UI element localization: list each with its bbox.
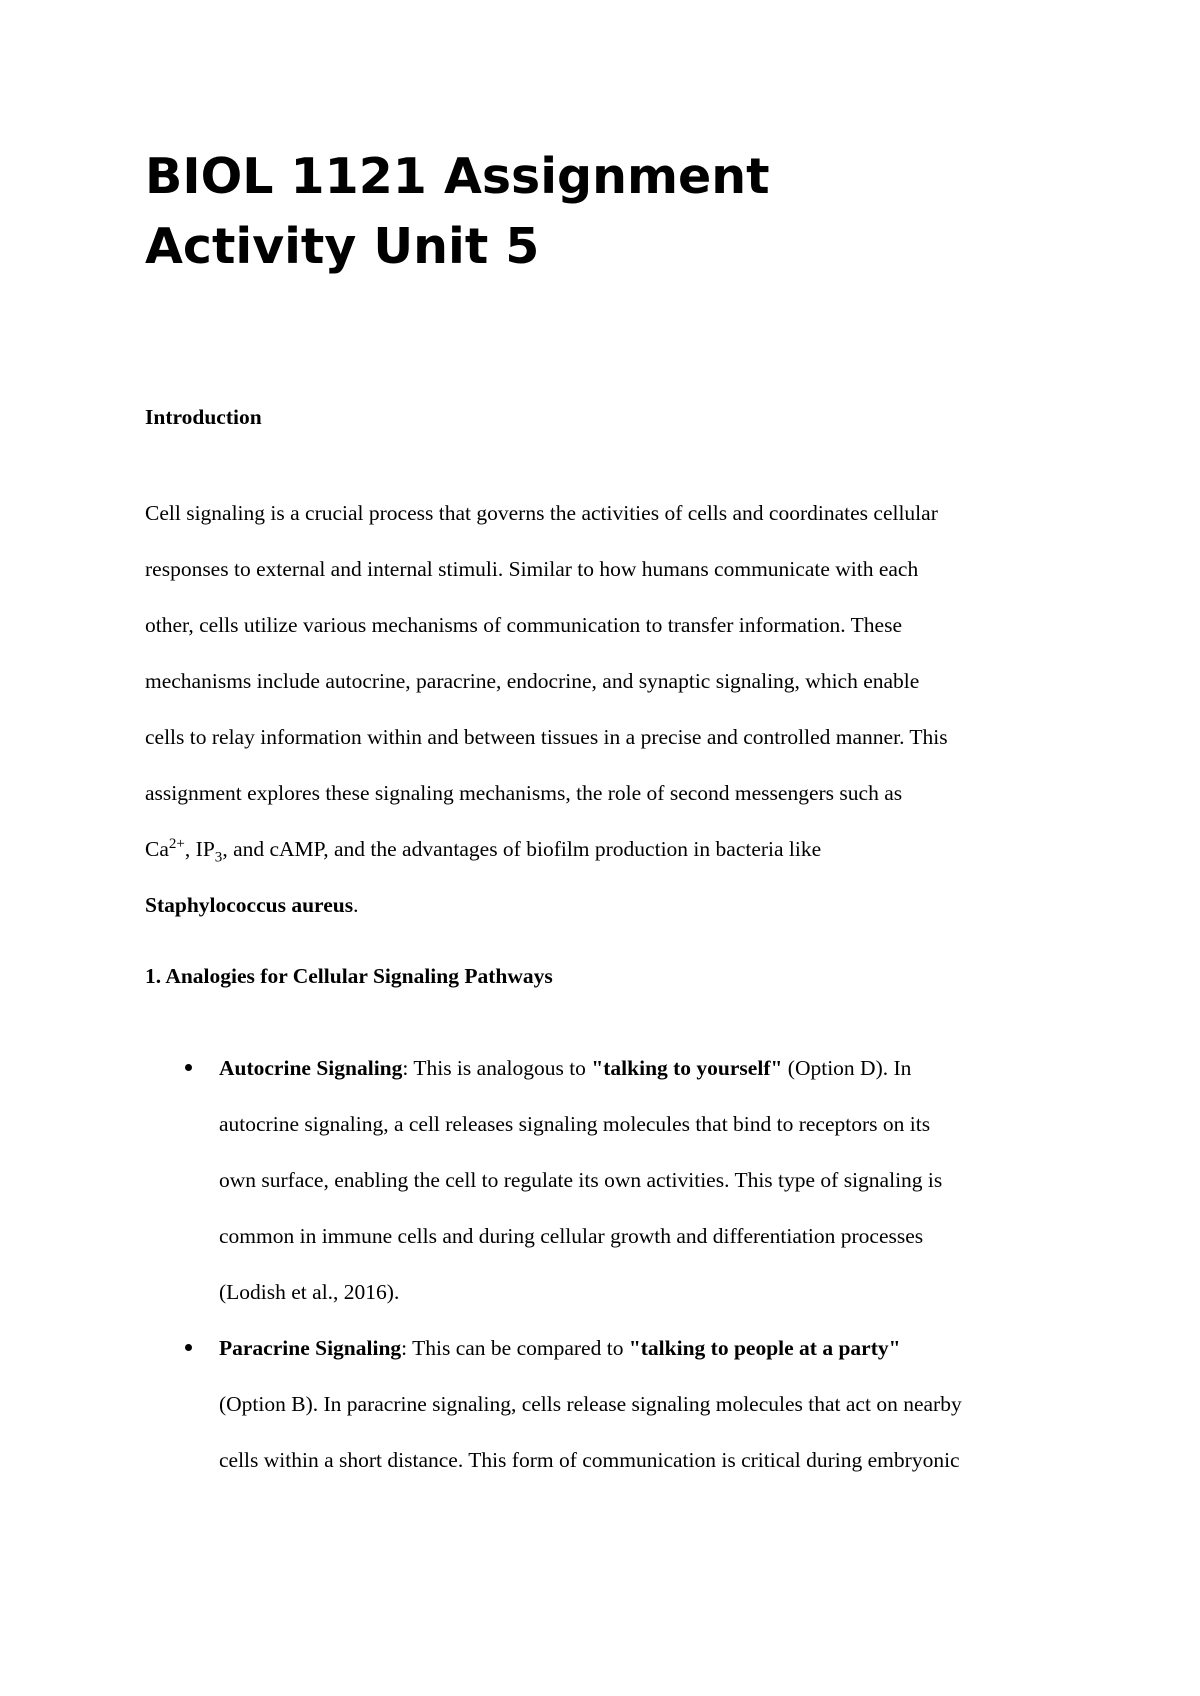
list-item-line: common in immune cells and during cellular growth and differentiation processes: [219, 1224, 924, 1248]
intro-line: cells to relay information within and between tissues in a precise and controlled manner. This: [145, 725, 948, 749]
intro-organism-line: [145, 877, 1085, 933]
intro-line: assignment explores these signaling mechanisms, the role of second messengers such as: [145, 781, 903, 805]
list-item-line: autocrine signaling, a cell releases signaling molecules that bind to receptors on its: [219, 1112, 931, 1136]
analogy-label: "talking to people at a party": [628, 1336, 901, 1360]
intro-ion-line: [145, 821, 1085, 877]
calcium-charge: 2+: [168, 835, 185, 852]
bullet-icon: [185, 1064, 192, 1071]
list-item-paracrine: [145, 1320, 1085, 1488]
ip-subscript: 3: [214, 849, 223, 866]
document-title: [145, 142, 1045, 282]
section1-heading: 1. Analogies for Cellular Signaling Pathways: [145, 964, 553, 988]
list-item-line: cells within a short distance. This form of communication is critical during embryonic: [219, 1448, 960, 1472]
introduction-heading: Introduction: [145, 405, 262, 429]
term-text-end: (Option D). In: [782, 1056, 912, 1080]
bullet-icon: [185, 1344, 192, 1351]
intro-line: mechanisms include autocrine, paracrine, endocrine, and synaptic signaling, which enable: [145, 669, 920, 693]
list-item-line: own surface, enabling the cell to regulate its own activities. This type of signaling is: [219, 1168, 943, 1192]
term-label: Autocrine Signaling: [219, 1056, 403, 1080]
organism-name: Staphylococcus aureus: [145, 893, 354, 917]
title-line-1: BIOL 1121 Assignment: [145, 148, 770, 205]
list-item-line: (Option B). In paracrine signaling, cells release signaling molecules that act on nearby: [219, 1392, 962, 1416]
intro-line: other, cells utilize various mechanisms of communication to transfer information. These: [145, 613, 903, 637]
term-text: : This can be compared to: [401, 1336, 629, 1360]
list-item-autocrine: [145, 1040, 1085, 1320]
ip-symbol: , IP: [184, 837, 215, 861]
term-text: : This is analogous to: [402, 1056, 592, 1080]
list-item-line: (Lodish et al., 2016).: [219, 1280, 400, 1304]
intro-line: responses to external and internal stimuli. Similar to how humans communicate with each: [145, 557, 919, 581]
intro-ion-line-rest: , and cAMP, and the advantages of biofilm production in bacteria like: [222, 837, 822, 861]
intro-line: Cell signaling is a crucial process that governs the activities of cells and coordinates cellular: [145, 501, 938, 525]
term-label: Paracrine Signaling: [219, 1336, 402, 1360]
introduction-paragraph: [145, 485, 1085, 933]
analogy-list: [145, 1040, 1085, 1488]
analogy-label: "talking to yourself": [591, 1056, 783, 1080]
organism-period: .: [353, 893, 359, 917]
list-item-first-line: [219, 1040, 1085, 1096]
title-line-2: Activity Unit 5: [145, 218, 540, 275]
calcium-symbol: Ca: [145, 837, 169, 861]
list-item-first-line: [219, 1320, 1085, 1376]
